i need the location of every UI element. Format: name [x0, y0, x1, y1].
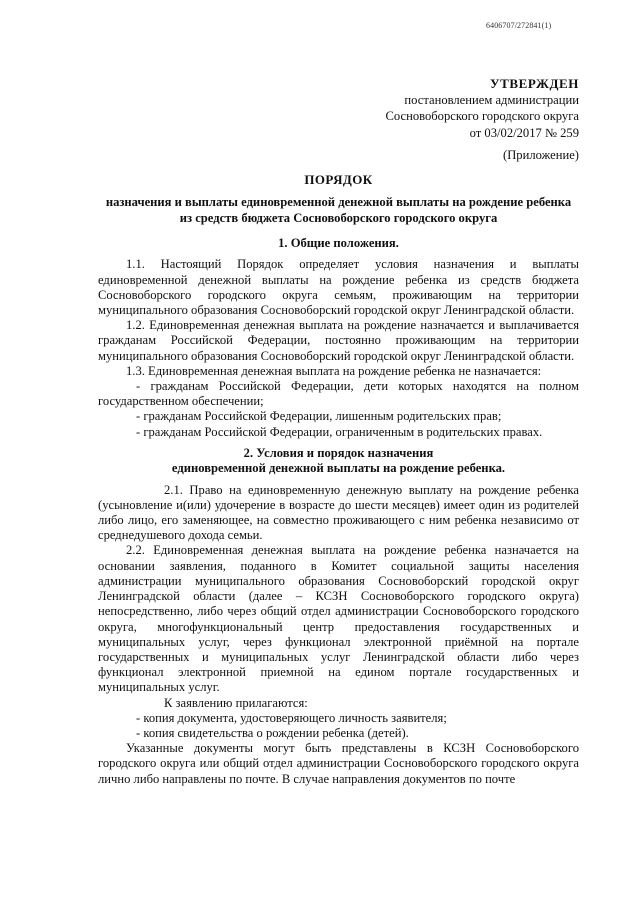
list-item: - копия документа, удостоверяющего личность заявителя; — [136, 710, 447, 725]
appendix-label: (Приложение) — [503, 148, 579, 162]
subtitle-line: назначения и выплаты единовременной денежной выплаты на рождение ребенка — [105, 195, 572, 210]
paragraph-final: Указанные документы могут быть представлены в КСЗН Сосновоборского городского округа или общий отдел администрации Сосновоборского городского округа лично либо направлены по почте. В случае направления документов по почте — [98, 741, 579, 786]
list-item: - гражданам Российской Федерации, дети которых находятся на полном государственном обеспечении; — [98, 379, 579, 409]
approval-heading: УТВЕРЖДЕН — [489, 76, 579, 91]
paragraph-1-3: 1.3. Единовременная денежная выплата на рождение ребенка не назначается: — [126, 363, 542, 378]
approval-line: постановлением администрации — [404, 93, 579, 108]
section-2-heading-line: 2. Условия и порядок назначения — [243, 445, 434, 460]
attachments-intro: К заявлению прилагаются: — [164, 695, 308, 710]
list-item: - копия свидетельства о рождении ребенка (детей). — [136, 725, 409, 740]
document-title: ПОРЯДОК — [304, 172, 373, 187]
list-item: - гражданам Российской Федерации, ограниченным в родительских правах. — [136, 424, 543, 439]
paragraph-2-1: 2.1. Право на единовременную денежную выплату на рождение ребенка (усыновление и(или) удочерение в возрасте до шести месяцев) имеет один из родителей либо лицо, его заменяющее, на совместно проживающего с ним ребенка независимо от среднедушевого дохода семьи. — [98, 482, 579, 543]
approval-line: Сосновоборского городского округа — [385, 109, 579, 124]
section-2-heading — [98, 446, 579, 477]
approval-line: от 03/02/2017 № 259 — [469, 125, 579, 140]
approval-block — [385, 76, 579, 141]
document-body — [98, 172, 579, 787]
paragraph-1-2: 1.2. Единовременная денежная выплата на рождение назначается и выплачивается гражданам Российской Федерации, постоянно проживающим на территории муниципального образования Сосновоборский городской округ Ленинградской области. — [98, 318, 579, 363]
subtitle-line: из средств бюджета Сосновоборского городского округа — [179, 210, 498, 225]
paragraph-1-1: 1.1. Настоящий Порядок определяет условия назначения и выплаты единовременной денежной выплаты на рождение ребенка из средств бюджета Сосновоборского городского округа семьям, проживающим на территории муниципального образования Сосновоборский городской округ Ленинградской области. — [98, 257, 579, 318]
paragraph-2-2: 2.2. Единовременная денежная выплата на рождение ребенка назначается на основании заявления, поданного в Комитет социальной защиты населения администрации муниципального образования Сосновоборский городской округ Ленинградской области (далее – КСЗН Сосновоборского городского округа) непосредственно, либо через общий отдел администрации Сосновоборского городского округа, многофункциональный центр предоставления государственных и муниципальных услуг, через функционал электронной приёмной на портале государственных и муниципальных услуг Ленинградской области либо через функционал электронной приемной на едином портале государственных и муниципальных услуг. — [98, 543, 579, 695]
section-2-heading-line: единовременной денежной выплаты на рождение ребенка. — [171, 461, 506, 476]
list-item: - гражданам Российской Федерации, лишенным родительских прав; — [136, 409, 502, 424]
document-subtitle — [98, 195, 579, 226]
document-id: 6406707/272841(1) — [486, 21, 552, 30]
section-1-heading: 1. Общие положения. — [278, 236, 399, 251]
